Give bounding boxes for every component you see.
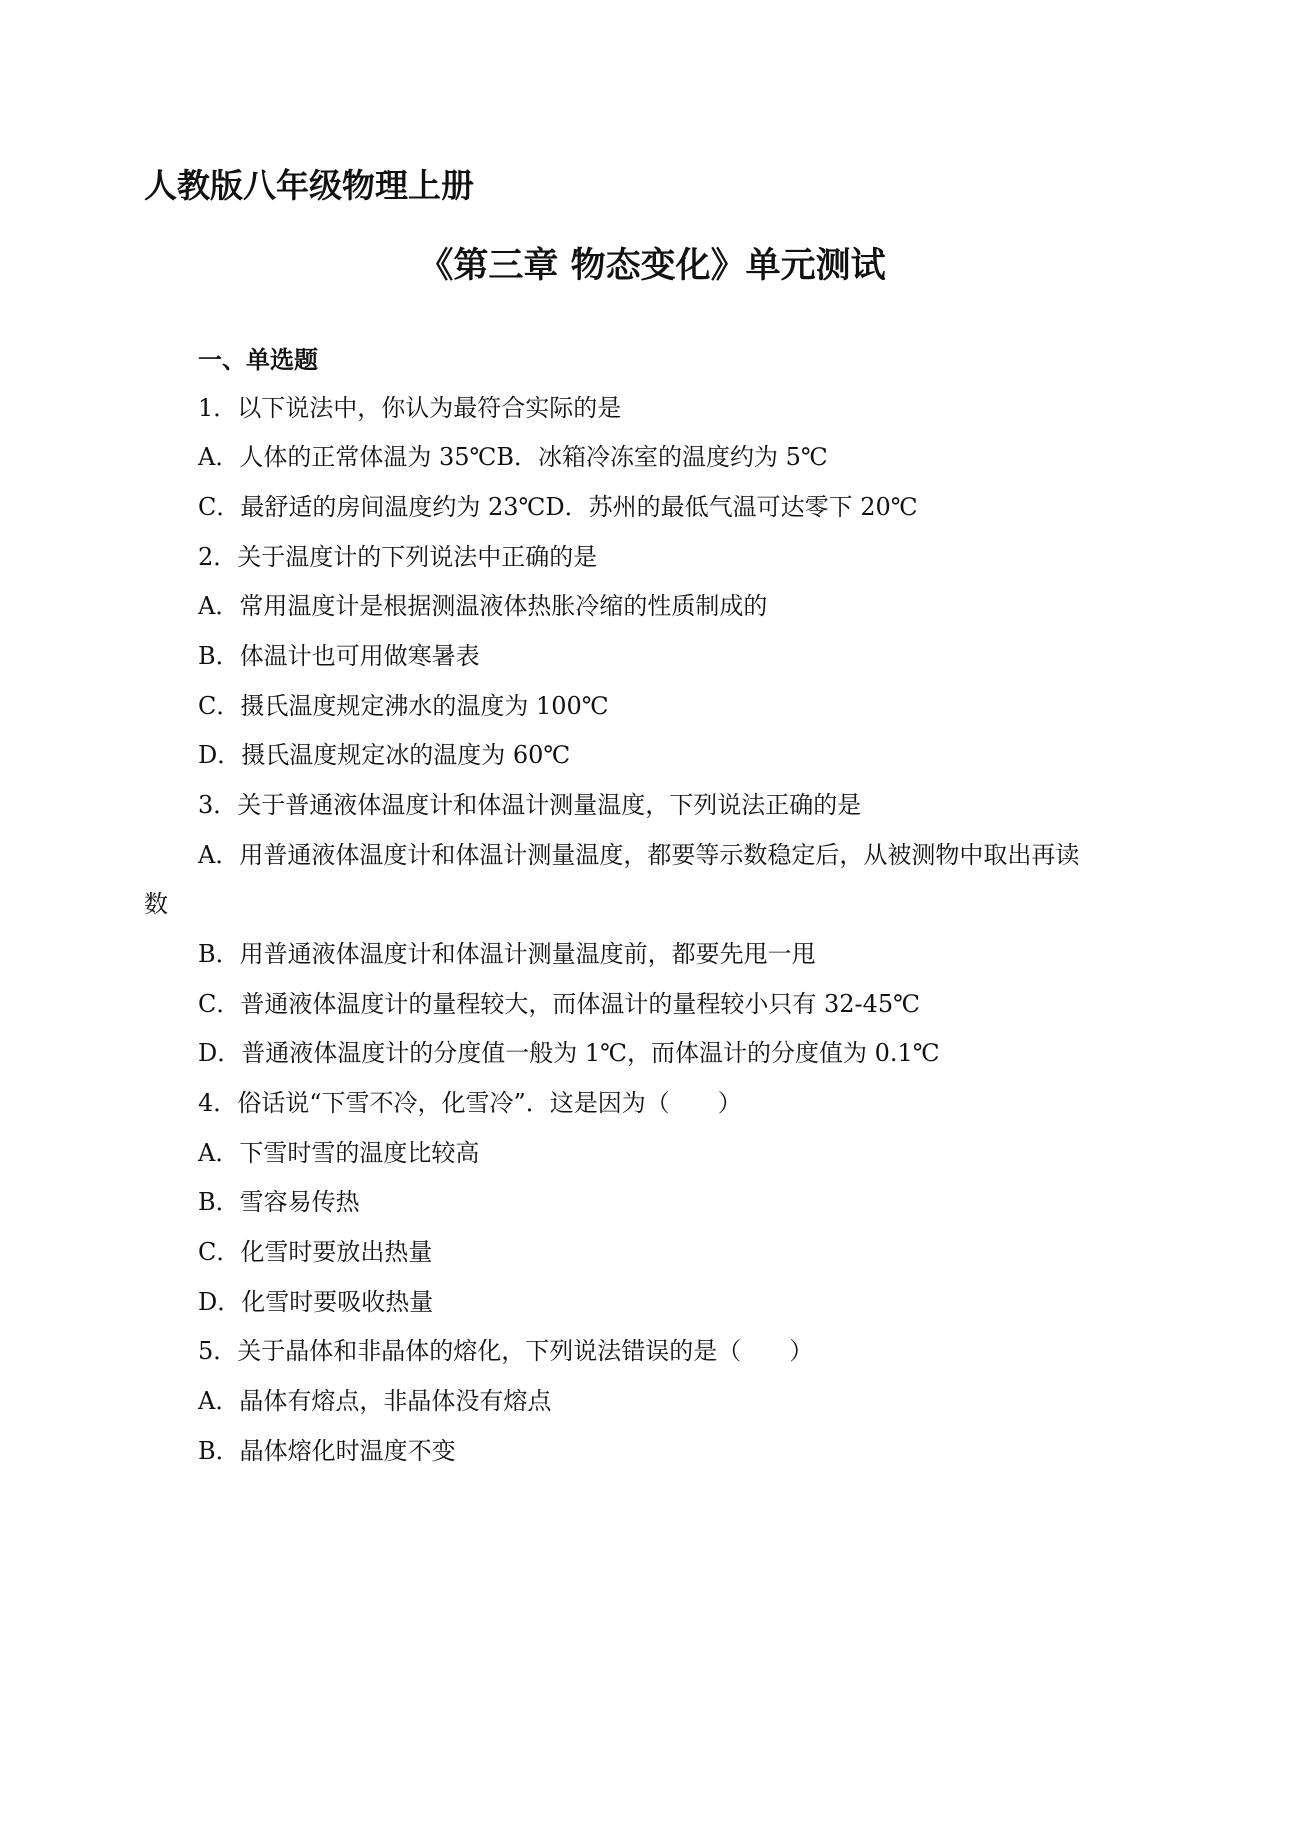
question-2-option-a: A．常用温度计是根据测温液体热胀冷缩的性质制成的 xyxy=(198,592,768,620)
question-5-option-b: B．晶体熔化时温度不变 xyxy=(198,1437,456,1465)
question-4-stem: 4．俗话说“下雪不冷，化雪冷”．这是因为（ ） xyxy=(198,1089,742,1117)
question-4-option-a: A．下雪时雪的温度比较高 xyxy=(198,1139,480,1167)
question-2-option-d: D．摄氏温度规定冰的温度为 60℃ xyxy=(198,741,571,769)
question-4-option-c: C．化雪时要放出热量 xyxy=(198,1238,433,1266)
textbook-series-heading: 人教版八年级物理上册 xyxy=(144,166,474,205)
page-title: 《第三章 物态变化》单元测试 xyxy=(418,246,886,286)
question-5-option-a: A．晶体有熔点，非晶体没有熔点 xyxy=(198,1387,552,1415)
question-4-option-d: D．化雪时要吸收热量 xyxy=(198,1288,434,1316)
question-3-option-b: B．用普通液体温度计和体温计测量温度前，都要先甩一甩 xyxy=(198,940,816,968)
question-1-stem: 1．以下说法中，你认为最符合实际的是 xyxy=(198,394,622,422)
question-3-option-a: A．用普通液体温度计和体温计测量温度，都要等示数稳定后，从被测物中取出再读 xyxy=(198,841,1080,869)
question-4-option-b: B．雪容易传热 xyxy=(198,1188,360,1216)
question-3-option-d: D．普通液体温度计的分度值一般为 1℃，而体温计的分度值为 0.1℃ xyxy=(198,1039,940,1067)
question-5-stem: 5．关于晶体和非晶体的熔化，下列说法错误的是（ ） xyxy=(198,1337,814,1365)
question-1-options-ab: A．人体的正常体温为 35℃B．冰箱冷冻室的温度约为 5℃ xyxy=(198,443,828,471)
question-3-option-c: C．普通液体温度计的量程较大，而体温计的量程较小只有 32-45℃ xyxy=(198,990,921,1018)
question-2-stem: 2．关于温度计的下列说法中正确的是 xyxy=(198,543,598,571)
section-heading: 一、单选题 xyxy=(198,346,318,374)
question-2-option-b: B．体温计也可用做寒暑表 xyxy=(198,642,480,670)
question-1-options-cd: C．最舒适的房间温度约为 23℃D．苏州的最低气温可达零下 20℃ xyxy=(198,493,918,521)
question-2-option-c: C．摄氏温度规定沸水的温度为 100℃ xyxy=(198,692,609,720)
question-3-stem: 3．关于普通液体温度计和体温计测量温度，下列说法正确的是 xyxy=(198,791,862,819)
question-3-option-a-continued: 数 xyxy=(144,890,168,918)
